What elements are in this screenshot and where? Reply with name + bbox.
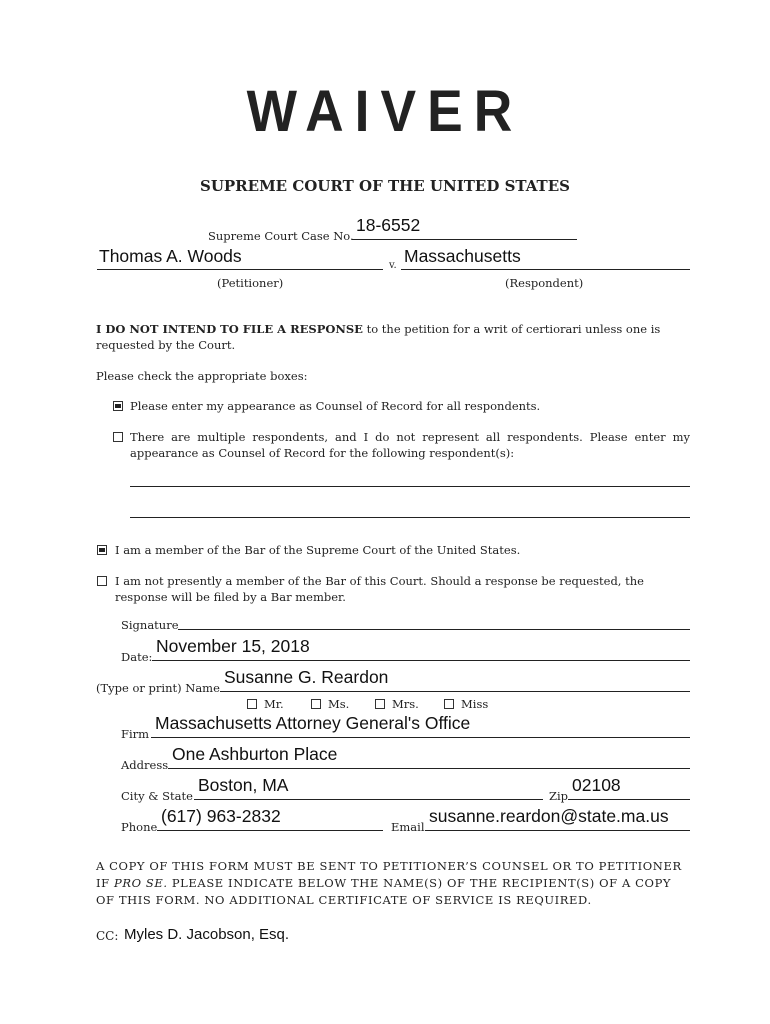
firm-field[interactable]: Massachusetts Attorney General's Office	[155, 713, 471, 733]
notice-line-2: IF PRO SE. PLEASE INDICATE BELOW THE NAME(S) OF THE RECIPIENT(S) OF A COPY	[96, 876, 672, 890]
option-multiple-respondents-checkbox[interactable]	[113, 432, 123, 442]
signature-label: Signature	[121, 618, 179, 632]
petitioner-label: (Petitioner)	[217, 276, 284, 290]
phone-underline	[157, 830, 383, 831]
option-bar-member-checkbox[interactable]	[97, 545, 107, 555]
email-label: Email	[391, 820, 425, 834]
court-heading: SUPREME COURT OF THE UNITED STATES	[199, 177, 570, 195]
option-bar-member-label: I am a member of the Bar of the Supreme Court of the United States.	[115, 543, 521, 557]
date-label: Date:	[121, 650, 153, 664]
versus-label: v.	[389, 260, 397, 271]
phone-field[interactable]: (617) 963-2832	[161, 806, 281, 826]
notice-line-3: OF THIS FORM. NO ADDITIONAL CERTIFICATE OF SERVICE IS REQUIRED.	[96, 893, 592, 907]
intro-bold: I DO NOT INTEND TO FILE A RESPONSE	[96, 322, 363, 336]
title-miss-checkbox[interactable]	[444, 699, 454, 709]
option-multiple-respondents-label: There are multiple respondents, and I do not represent all respondents. Please enter my appearance as Counsel of Record for the following respondent(s):	[130, 430, 690, 460]
option-not-bar-member-label: I am not presently a member of the Bar of this Court. Should a response be requested, the response will be filed by a Bar member.	[115, 574, 644, 604]
title-miss-label: Miss	[461, 697, 489, 711]
signature-line[interactable]	[178, 629, 690, 630]
name-field[interactable]: Susanne G. Reardon	[224, 667, 389, 687]
firm-label: Firm	[121, 727, 150, 741]
petitioner-underline	[97, 269, 383, 270]
name-label: (Type or print) Name	[96, 681, 220, 695]
address-underline	[168, 768, 690, 769]
address-field[interactable]: One Ashburton Place	[172, 744, 338, 764]
case-no-label: Supreme Court Case No.	[208, 229, 354, 243]
option-all-respondents-checkbox[interactable]	[113, 401, 123, 411]
firm-underline	[151, 737, 690, 738]
respondents-line-1[interactable]	[130, 486, 690, 487]
respondent-label: (Respondent)	[505, 276, 584, 290]
check-prompt: Please check the appropriate boxes:	[96, 369, 308, 383]
zip-label: Zip	[549, 789, 569, 803]
cc-field[interactable]: Myles D. Jacobson, Esq.	[124, 926, 290, 943]
notice-line-1: A COPY OF THIS FORM MUST BE SENT TO PETITIONER’S COUNSEL OR TO PETITIONER	[96, 859, 682, 873]
cc-label: CC:	[96, 929, 119, 943]
address-label: Address	[121, 758, 169, 772]
email-underline	[425, 830, 690, 831]
phone-label: Phone	[121, 820, 158, 834]
title-mrs-label: Mrs.	[392, 697, 419, 711]
email-field[interactable]: susanne.reardon@state.ma.us	[429, 806, 669, 826]
name-underline	[220, 691, 690, 692]
case-no-field[interactable]: 18-6552	[356, 215, 421, 235]
title-ms-label: Ms.	[328, 697, 350, 711]
respondents-line-2[interactable]	[130, 517, 690, 518]
city-state-underline	[194, 799, 543, 800]
zip-field[interactable]: 02108	[572, 775, 621, 795]
case-no-underline	[352, 239, 577, 240]
title-mr-checkbox[interactable]	[247, 699, 257, 709]
intro-rest: to the petition for a writ of certiorari unless one is requested by the Court.	[96, 322, 661, 352]
title-mr-label: Mr.	[264, 697, 284, 711]
zip-underline	[568, 799, 690, 800]
city-state-field[interactable]: Boston, MA	[198, 775, 289, 795]
date-underline	[152, 660, 690, 661]
page-title: WAIVER	[246, 79, 524, 144]
city-state-label: City & State	[121, 789, 193, 803]
copy-notice	[96, 858, 696, 909]
option-not-bar-member-checkbox[interactable]	[97, 576, 107, 586]
respondent-underline	[401, 269, 690, 270]
title-mrs-checkbox[interactable]	[375, 699, 385, 709]
date-field[interactable]: November 15, 2018	[156, 636, 310, 656]
petitioner-field[interactable]: Thomas A. Woods	[99, 246, 242, 266]
title-ms-checkbox[interactable]	[311, 699, 321, 709]
intro-paragraph	[96, 321, 692, 353]
respondent-field[interactable]: Massachusetts	[404, 246, 521, 266]
option-all-respondents-label: Please enter my appearance as Counsel of Record for all respondents.	[130, 399, 541, 413]
